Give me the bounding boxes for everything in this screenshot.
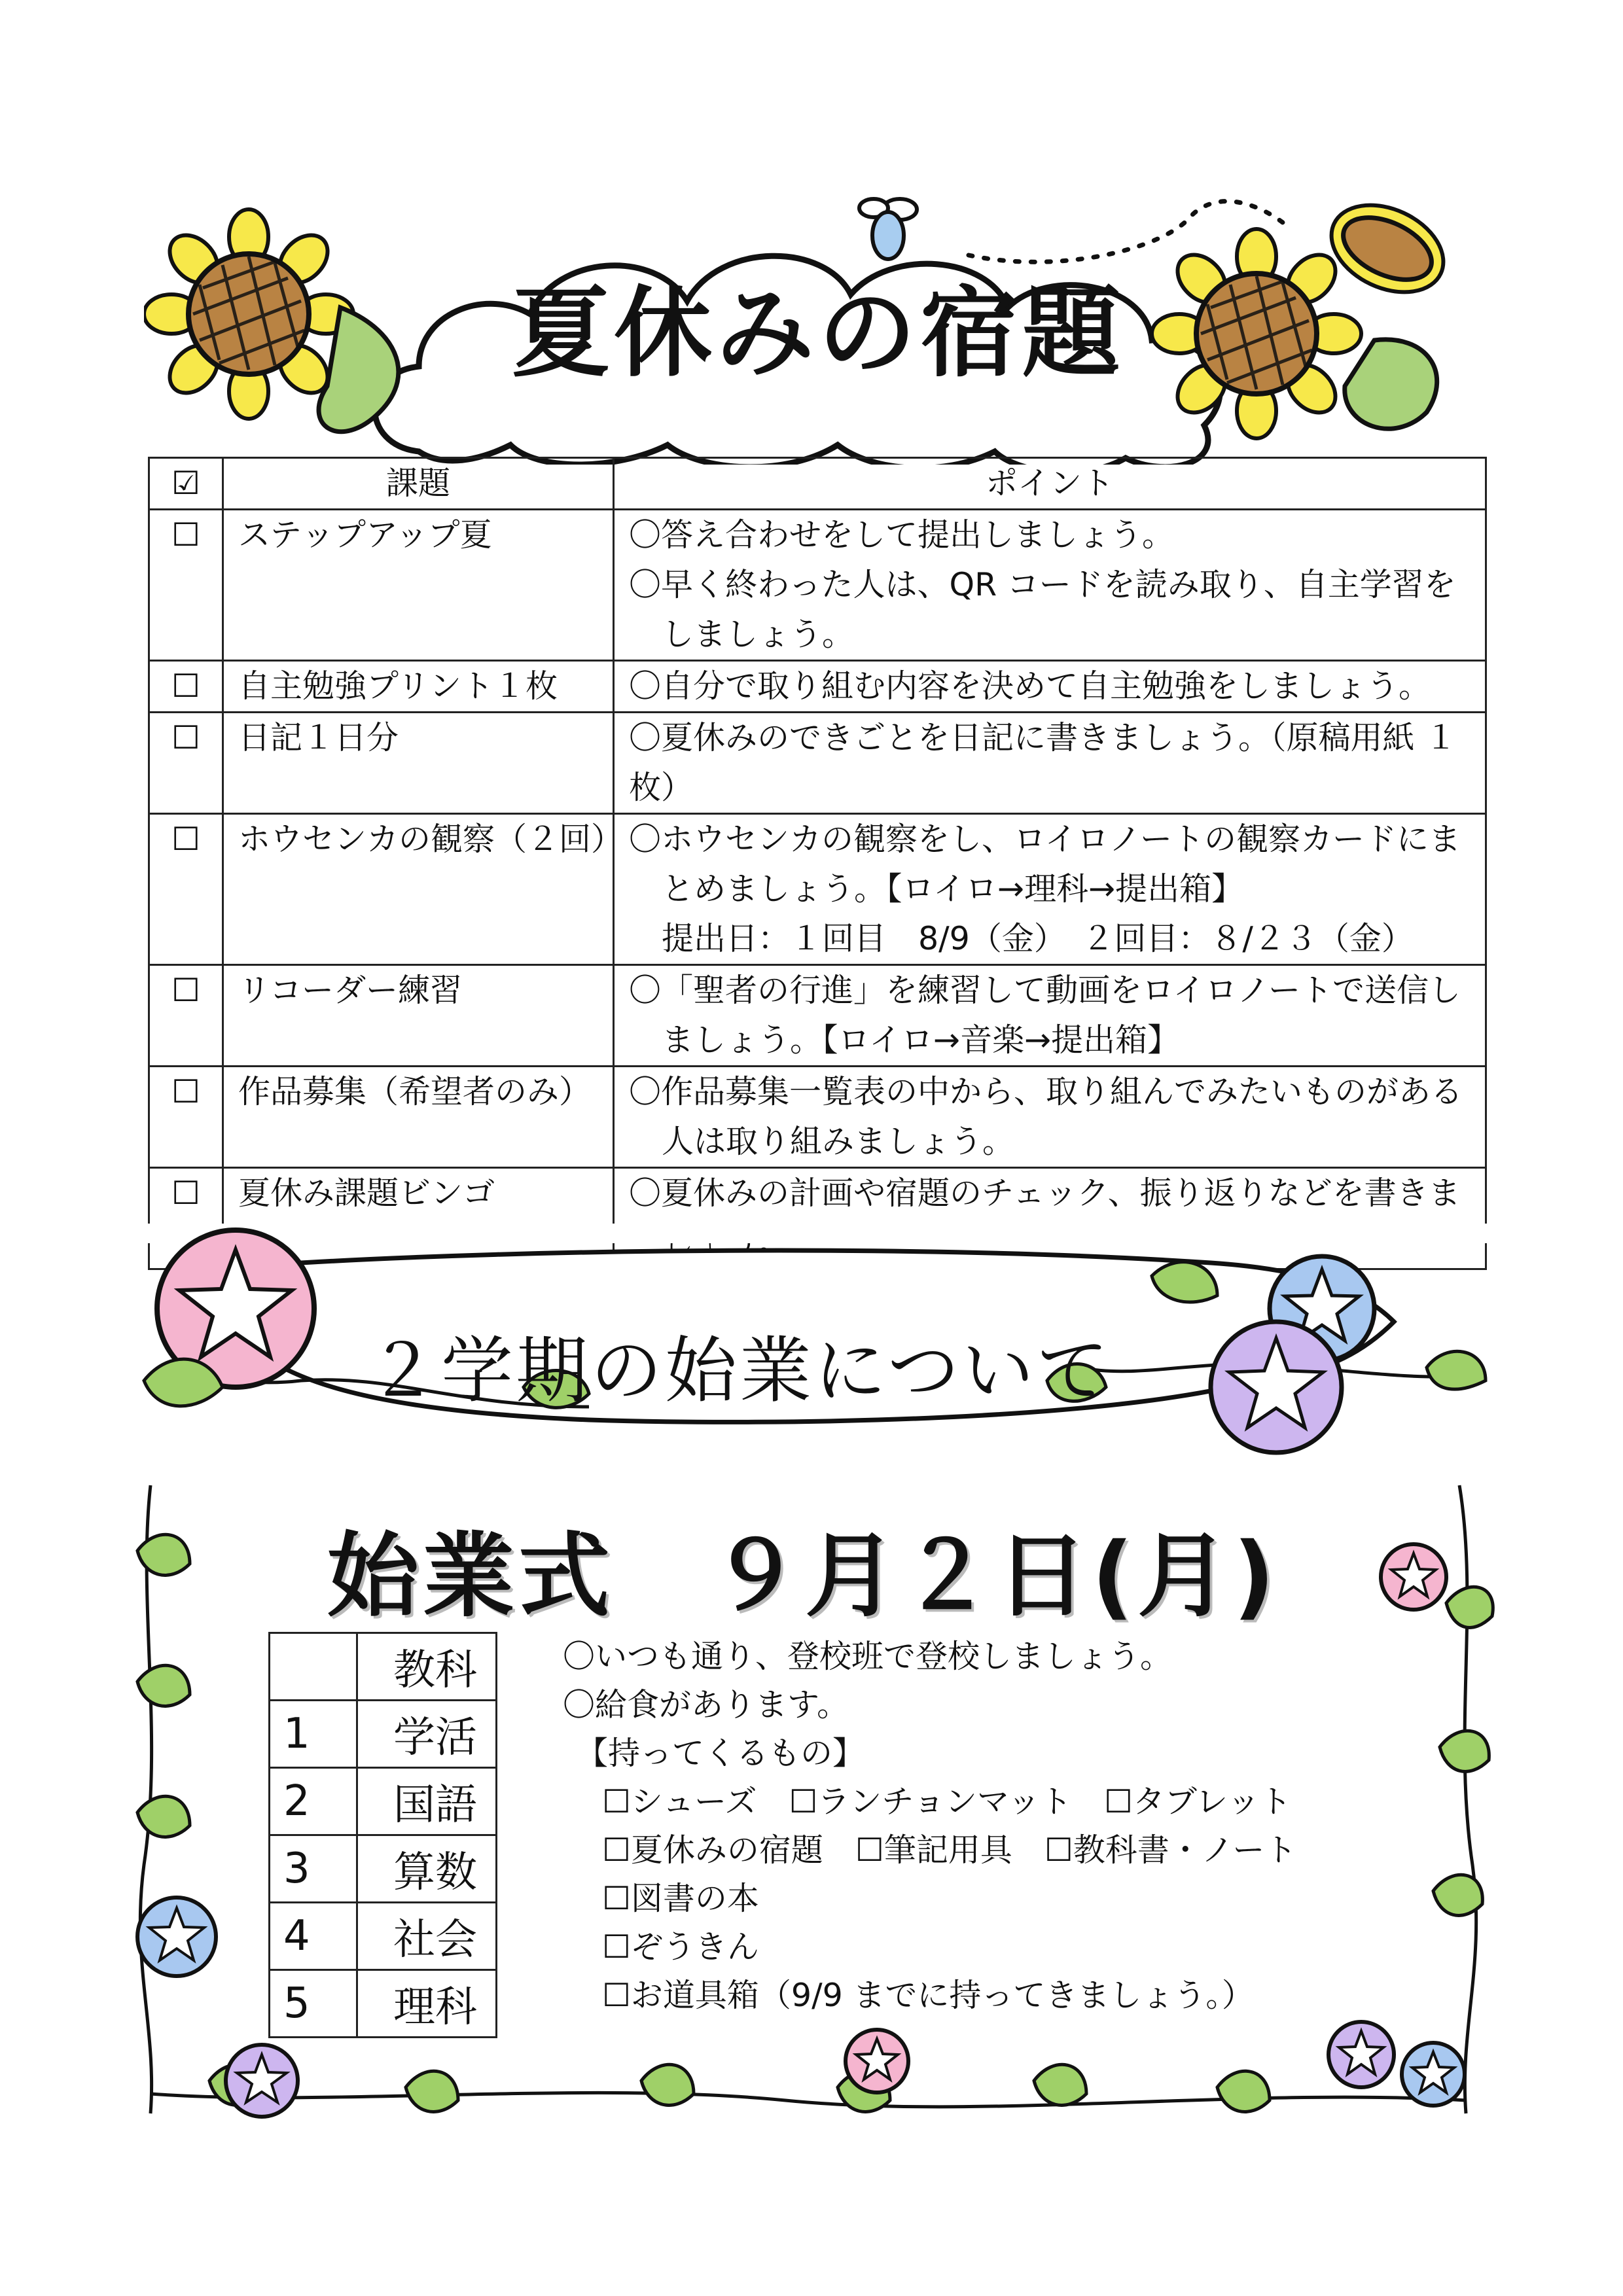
subject-number-header (270, 1633, 357, 1701)
row-checkbox[interactable]: ☐ (149, 1067, 223, 1168)
subject-name: 国語 (357, 1768, 497, 1835)
bring-item: ☐夏休みの宿題 ☐筆記用具 ☐教科書・ノート (602, 1831, 1297, 1869)
period-number: 2 (270, 1768, 357, 1835)
period-number: 1 (270, 1701, 357, 1768)
bring-title: 【持ってくるもの】 (576, 1735, 865, 1772)
row-checkbox[interactable]: ☐ (149, 965, 223, 1067)
bring-item: ☐図書の本 (602, 1880, 759, 1917)
morning-glory-purple-icon (1329, 2022, 1394, 2087)
task-cell: 作品募集（希望者のみ） (223, 1067, 614, 1168)
point-line: 〇夏休みのできごとを日記に書きましょう。（原稿用紙 １ (629, 719, 1457, 756)
morning-glory-purple-icon (1211, 1322, 1342, 1453)
morning-glory-blue-icon (1402, 2043, 1465, 2106)
task-cell: 自主勉強プリント１枚 (223, 661, 614, 713)
point-line: 〇作品募集一覧表の中から、取り組んでみたいものがある (629, 1073, 1463, 1110)
task-cell: リコーダー練習 (223, 965, 614, 1067)
task-cell: ホウセンカの観察（２回） (223, 814, 614, 965)
section2-title: ２学期の始業について (366, 1329, 1111, 1413)
point-line: ましょう。【ロイロ→音楽→提出箱】 (662, 1021, 1180, 1059)
morning-glory-pink-icon (1381, 1544, 1446, 1610)
table-header-row (149, 458, 1486, 510)
point-cell (614, 661, 1486, 713)
notes-block (563, 1633, 1387, 2020)
sunflower-right-icon (1152, 229, 1361, 438)
bring-item: ☐お道具箱（9/9 までに持ってきましょう。） (602, 1977, 1254, 2014)
morning-glory-pink-icon (846, 2030, 908, 2093)
subject-name: 学活 (357, 1701, 497, 1768)
table-row (270, 1903, 497, 1970)
point-line: 〇早く終わった人は、QR コードを読み取り、自主学習を (629, 566, 1456, 603)
point-line: 人は取り組みましょう。 (662, 1123, 1015, 1160)
morning-glory-blue-icon (137, 1898, 216, 1976)
row-checkbox[interactable]: ☐ (149, 661, 223, 713)
task-cell: ステップアップ夏 (223, 510, 614, 661)
table-row (149, 661, 1486, 713)
period-number: 4 (270, 1903, 357, 1970)
table-row (149, 965, 1486, 1067)
subjects-table (268, 1632, 497, 2038)
subject-name: 算数 (357, 1835, 497, 1903)
page-title: 夏休みの宿題 (511, 277, 1124, 391)
ceremony-heading: 始業式 ９月２日(月) (327, 1523, 1279, 1630)
leaf-right-icon (1345, 340, 1437, 429)
point-line: とめましょう。【ロイロ→理科→提出箱】 (662, 870, 1244, 908)
table-row (149, 510, 1486, 661)
point-cell (614, 965, 1486, 1067)
row-checkbox[interactable]: ☐ (149, 1168, 223, 1269)
point-cell (614, 814, 1486, 965)
table-row (270, 1835, 497, 1903)
subject-header: 教科 (357, 1633, 497, 1701)
table-row (149, 713, 1486, 814)
subject-name: 社会 (357, 1903, 497, 1970)
bring-item: ☐ぞうきん (602, 1928, 759, 1966)
table-row (149, 814, 1486, 965)
header-task: 課題 (223, 458, 614, 510)
period-number: 3 (270, 1835, 357, 1903)
point-line: 〇自分で取り組む内容を決めて自主勉強をしましょう。 (629, 667, 1431, 705)
header-point: ポイント (614, 458, 1486, 510)
point-cell (614, 1067, 1486, 1168)
row-checkbox[interactable]: ☐ (149, 510, 223, 661)
point-line: 枚） (629, 769, 694, 806)
sunflower-left-icon (144, 209, 353, 419)
point-cell (614, 713, 1486, 814)
point-line: 〇ホウセンカの観察をし、ロイロノートの観察カードにま (629, 821, 1461, 858)
task-cell: 日記１日分 (223, 713, 614, 814)
header-check: ☑ (149, 458, 223, 510)
note-line: 〇給食があります。 (563, 1686, 849, 1723)
subject-name: 理科 (357, 1970, 497, 2038)
point-line: 〇夏休みの計画や宿題のチェック、振り返りなどを書きま (629, 1174, 1461, 1212)
point-line: 〇答え合わせをして提出しましょう。 (629, 516, 1175, 554)
note-line: 〇いつも通り、登校班で登校しましょう。 (563, 1638, 1173, 1675)
point-cell (614, 510, 1486, 661)
bring-item: ☐シューズ ☐ランチョンマット ☐タブレット (602, 1783, 1292, 1820)
period-number: 5 (270, 1970, 357, 2038)
table-header-row (270, 1633, 497, 1701)
homework-table (148, 457, 1487, 1270)
point-line: 〇「聖者の行進」を練習して動画をロイロノートで送信し (629, 972, 1461, 1009)
point-line: しましょう。 (662, 616, 855, 653)
row-checkbox[interactable]: ☐ (149, 713, 223, 814)
task-cell: 夏休み課題ビンゴ (223, 1168, 614, 1269)
table-row (270, 1701, 497, 1768)
morning-glory-purple-icon (226, 2045, 298, 2117)
sunflower-small-icon (1317, 188, 1457, 309)
row-checkbox[interactable]: ☐ (149, 814, 223, 965)
table-row (270, 1970, 497, 2038)
point-line: 提出日：１回目 8/9（金） ２回目：８/２３（金） (662, 920, 1414, 957)
bee-icon (859, 199, 917, 259)
table-row (270, 1768, 497, 1835)
table-row (149, 1067, 1486, 1168)
